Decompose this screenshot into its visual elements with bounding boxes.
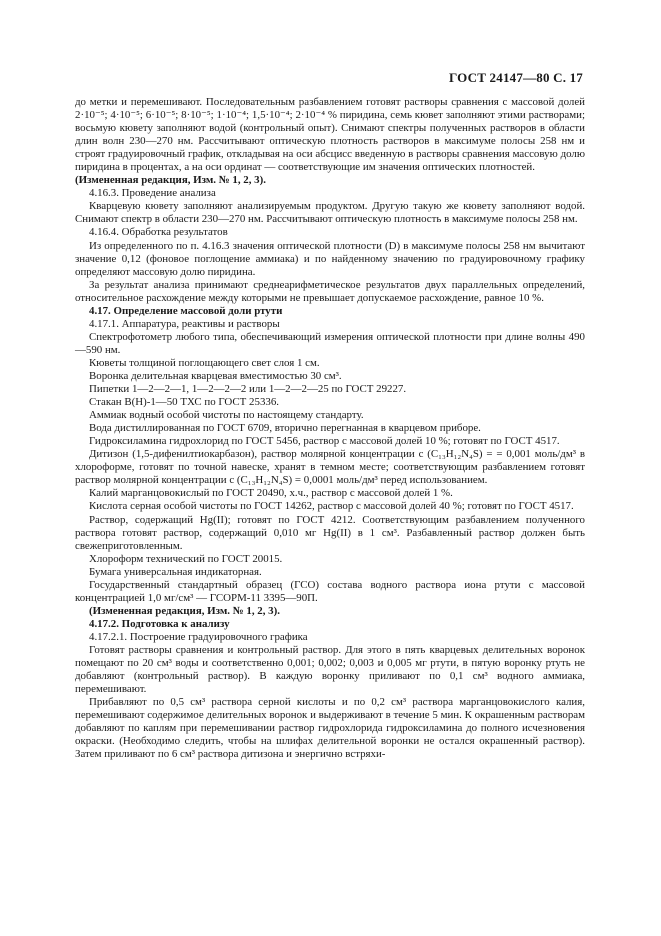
paragraph: Спектрофотометр любого типа, обеспечивающий измерения оптической плотности при длине волны 490—590 нм. bbox=[75, 330, 585, 356]
paragraph: Дитизон (1,5-дифенилтиокарбазон), раствор молярной концентрации c (C₁₃H₁₂N₄S) = = 0,001 моль/дм³ в хлороформе, готовят по точной навеске, хранят в темном месте; соответствующим разбавлением готовят раствор молярной концентрации c (C₁₃H₁₂N₄S) = 0,0001 моль/дм³ перед использованием. bbox=[75, 448, 585, 487]
paragraph: Прибавляют по 0,5 см³ раствора серной кислоты и по 0,2 см³ раствора марганцовокислого калия, перемешивают содержимое делительных воронок и выдерживают в течение 5 мин. К окрашенным растворам добавляют по каплям при перемешивании раствор гидрохлорида гидроксиламина до полного исчезновения окраски. (Необходимо следить, чтобы на шлифах делительной воронки не остался окрашенный раствор). Затем приливают по 6 см³ раствора дитизона и энергично встряхи- bbox=[75, 696, 585, 761]
paragraph: Готовят растворы сравнения и контрольный раствор. Для этого в пять кварцевых делительных воронок помещают по 20 см³ воды и соответственно 0,001; 0,002; 0,003 и 0,005 мг ртути, в пятую воронку ртуть не добавляют (контрольный раствор). В каждую воронку приливают по 0,1 см³ водного аммиака, перемешивают. bbox=[75, 643, 585, 696]
paragraph: Хлороформ технический по ГОСТ 20015. bbox=[89, 552, 283, 565]
paragraph: Раствор, содержащий Hg(II); готовят по ГОСТ 4212. Соответствующим разбавлением полученного раствора готовят раствор, содержащий 0,010 мг Hg(II) в 1 см³. Разбавленный раствор должен быть свежеприготовленным. bbox=[75, 513, 585, 552]
amendment-note: (Измененная редакция, Изм. № 1, 2, 3). bbox=[89, 604, 280, 617]
paragraph: Калий марганцовокислый по ГОСТ 20490, х.ч., раствор с массовой долей 1 %. bbox=[89, 487, 453, 500]
paragraph: За результат анализа принимают среднеарифметическое результатов двух параллельных определений, относительное расхождение между которыми не превышает допускаемое расхождение, равное 10 %. bbox=[75, 278, 585, 304]
paragraph: 4.16.3. Проведение анализа bbox=[89, 187, 216, 200]
paragraph: Стакан В(Н)-1—50 ТХС по ГОСТ 25336. bbox=[89, 396, 280, 409]
paragraph: Кюветы толщиной поглощающего свет слоя 1 см. bbox=[89, 356, 320, 369]
paragraph: Кислота серная особой чистоты по ГОСТ 14262, раствор с массовой долей 40 %; готовят по ГОСТ 4517. bbox=[89, 500, 574, 513]
paragraph: Гидроксиламина гидрохлорид по ГОСТ 5456, раствор с массовой долей 10 %; готовят по ГОСТ 4517. bbox=[89, 435, 560, 448]
paragraph: Аммиак водный особой чистоты по настоящему стандарту. bbox=[89, 409, 364, 422]
paragraph: Бумага универсальная индикаторная. bbox=[89, 565, 262, 578]
paragraph: Вода дистиллированная по ГОСТ 6709, вторично перегнанная в кварцевом приборе. bbox=[89, 422, 481, 435]
paragraph: Кварцевую кювету заполняют анализируемым продуктом. Другую такую же кювету заполняют водой. Снимают спектр в области 230—270 нм. Рассчитывают оптическую плотность в максимуме полосы 258 нм. bbox=[75, 200, 585, 226]
paragraph: Государственный стандартный образец (ГСО) состава водного раствора иона ртути с массовой концентрацией 1,0 мг/см³ — ГСОРМ-11 3395—90П. bbox=[75, 578, 585, 604]
paragraph: 4.17.2.1. Построение градуировочного графика bbox=[89, 630, 308, 643]
paragraph: Воронка делительная кварцевая вместимостью 30 см³. bbox=[89, 369, 342, 382]
section-heading: 4.17.2. Подготовка к анализу bbox=[89, 617, 230, 630]
paragraph: 4.16.4. Обработка результатов bbox=[89, 226, 228, 239]
document-body bbox=[75, 96, 585, 761]
page-header: ГОСТ 24147—80 С. 17 bbox=[449, 70, 583, 85]
paragraph: 4.17.1. Аппаратура, реактивы и растворы bbox=[89, 317, 280, 330]
section-heading: 4.17. Определение массовой доли ртути bbox=[89, 304, 283, 317]
paragraph: Пипетки 1—2—2—1, 1—2—2—2 или 1—2—2—25 по ГОСТ 29227. bbox=[89, 383, 407, 396]
paragraph: Из определенного по п. 4.16.3 значения оптической плотности (D) в максимуме полосы 258 нм вычитают значение 0,12 (фоновое поглощение аммиака) и по найденному значению по градуировочному графику определяют массовую долю пиридина. bbox=[75, 239, 585, 278]
paragraph: (Измененная редакция, Изм. № 1, 2, 3). bbox=[75, 174, 266, 187]
paragraph: до метки и перемешивают. Последовательным разбавлением готовят растворы сравнения с массовой долей 2·10⁻⁵; 4·10⁻⁵; 6·10⁻⁵; 8·10⁻⁵; 1·10⁻⁴; 1,5·10⁻⁴; 2·10⁻⁴ % пиридина, семь кювет заполняют этими растворами; восьмую кювету заполняют водой (контрольный опыт). Снимают спектры полученных растворов в области длин волн 230—270 нм. Рассчитывают оптическую плотность растворов в максимуме полосы 258 нм и строят градуировочный график, откладывая на оси абсцисс введенную в растворы сравнения массовую долю пиридина в процентах, а на оси ординат — соответствующие им значения оптических плотностей. bbox=[75, 96, 585, 174]
